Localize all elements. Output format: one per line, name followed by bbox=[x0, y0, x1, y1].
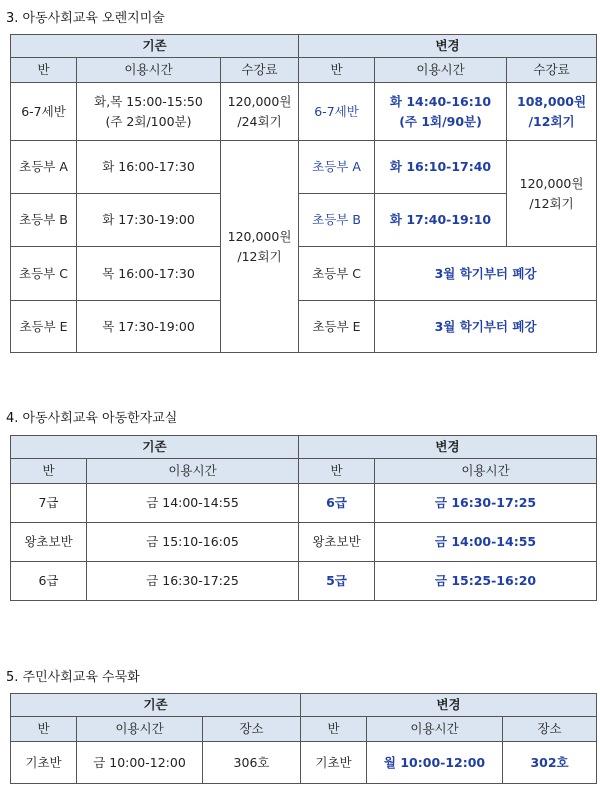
time-cell: 금 16:30-17:25 bbox=[87, 562, 299, 601]
group-header-before: 기존 bbox=[11, 35, 299, 58]
fee-amount: 120,000원 bbox=[227, 94, 292, 110]
fee-amount: 120,000원 bbox=[519, 176, 584, 192]
table-row bbox=[11, 141, 597, 194]
time-note: (주 2회/100분) bbox=[105, 113, 192, 129]
class-cell: 초등부 E bbox=[11, 301, 77, 353]
class-cell: 6급 bbox=[11, 562, 87, 601]
place-cell-changed: 302호 bbox=[503, 742, 597, 784]
class-cell-changed: 초등부 B bbox=[299, 194, 375, 247]
column-header: 반 bbox=[11, 58, 77, 83]
table-row bbox=[11, 523, 597, 562]
time-cell-changed: 월 10:00-12:00 bbox=[367, 742, 503, 784]
section-title: 3. 아동사회교육 오렌지미술 bbox=[6, 11, 165, 26]
table-row bbox=[11, 301, 597, 353]
group-header-before: 기존 bbox=[11, 694, 301, 717]
class-cell-changed: 초등부 A bbox=[299, 141, 375, 194]
closed-note-cell: 3월 학기부터 폐강 bbox=[375, 301, 597, 353]
class-cell-changed: 6-7세반 bbox=[299, 83, 375, 141]
place-cell: 306호 bbox=[203, 742, 301, 784]
time-cell: 금 10:00-12:00 bbox=[77, 742, 203, 784]
class-cell: 왕초보반 bbox=[11, 523, 87, 562]
class-cell-changed: 5급 bbox=[299, 562, 375, 601]
class-cell: 7급 bbox=[11, 484, 87, 523]
column-header: 반 bbox=[11, 459, 87, 484]
class-cell: 초등부 C bbox=[11, 247, 77, 301]
shared-fee-cell bbox=[507, 141, 597, 247]
group-header-after: 변경 bbox=[301, 694, 597, 717]
time-cell: 목 17:30-19:00 bbox=[77, 301, 221, 353]
fee-sessions: /24회기 bbox=[237, 113, 282, 129]
time-cell-changed bbox=[375, 83, 507, 141]
table-row bbox=[11, 484, 597, 523]
time-cell-changed: 금 15:25-16:20 bbox=[375, 562, 597, 601]
time-cell: 화 16:00-17:30 bbox=[77, 141, 221, 194]
class-cell: 기초반 bbox=[11, 742, 77, 784]
fee-sessions: /12회기 bbox=[237, 248, 282, 264]
group-header-after: 변경 bbox=[299, 436, 597, 459]
class-cell: 왕초보반 bbox=[299, 523, 375, 562]
column-header: 이용시간 bbox=[375, 58, 507, 83]
time-cell-changed: 화 16:10-17:40 bbox=[375, 141, 507, 194]
time-cell: 금 15:10-16:05 bbox=[87, 523, 299, 562]
column-header: 반 bbox=[299, 58, 375, 83]
time-cell bbox=[77, 83, 221, 141]
class-cell: 기초반 bbox=[301, 742, 367, 784]
class-cell-changed: 6급 bbox=[299, 484, 375, 523]
time-cell: 금 14:00-14:55 bbox=[87, 484, 299, 523]
column-header: 이용시간 bbox=[367, 717, 503, 742]
class-cell: 초등부 C bbox=[299, 247, 375, 301]
orange-art-table bbox=[10, 34, 597, 353]
class-cell: 초등부 E bbox=[299, 301, 375, 353]
time-note: (주 1회/90분) bbox=[399, 113, 482, 129]
time-cell: 목 16:00-17:30 bbox=[77, 247, 221, 301]
fee-amount: 108,000원 bbox=[517, 94, 587, 110]
class-cell: 초등부 A bbox=[11, 141, 77, 194]
column-header: 장소 bbox=[203, 717, 301, 742]
fee-cell-changed bbox=[507, 83, 597, 141]
column-header: 반 bbox=[11, 717, 77, 742]
closed-note-cell: 3월 학기부터 폐강 bbox=[375, 247, 597, 301]
time-cell: 화 17:30-19:00 bbox=[77, 194, 221, 247]
fee-sessions: /12회기 bbox=[529, 195, 574, 211]
column-header: 이용시간 bbox=[87, 459, 299, 484]
table-row bbox=[11, 562, 597, 601]
table-row bbox=[11, 83, 597, 141]
class-cell: 초등부 B bbox=[11, 194, 77, 247]
class-cell: 6-7세반 bbox=[11, 83, 77, 141]
table-row bbox=[11, 742, 597, 784]
column-header: 수강료 bbox=[221, 58, 299, 83]
time-cell-changed: 화 17:40-19:10 bbox=[375, 194, 507, 247]
column-header: 반 bbox=[301, 717, 367, 742]
time-cell-changed: 금 14:00-14:55 bbox=[375, 523, 597, 562]
time-line: 화 14:40-16:10 bbox=[389, 94, 492, 110]
table-row bbox=[11, 247, 597, 301]
column-header: 반 bbox=[299, 459, 375, 484]
column-header: 장소 bbox=[503, 717, 597, 742]
column-header: 이용시간 bbox=[375, 459, 597, 484]
ink-painting-table bbox=[10, 693, 597, 784]
section-title: 5. 주민사회교육 수묵화 bbox=[6, 670, 140, 685]
shared-fee-cell bbox=[221, 141, 299, 353]
column-header: 수강료 bbox=[507, 58, 597, 83]
hanja-class-table bbox=[10, 435, 597, 601]
section-title: 4. 아동사회교육 아동한자교실 bbox=[6, 411, 178, 426]
time-cell-changed: 금 16:30-17:25 bbox=[375, 484, 597, 523]
group-header-before: 기존 bbox=[11, 436, 299, 459]
time-line: 화,목 15:00-15:50 bbox=[94, 94, 203, 110]
fee-sessions: /12회기 bbox=[528, 113, 575, 129]
group-header-after: 변경 bbox=[299, 35, 597, 58]
fee-amount: 120,000원 bbox=[227, 229, 292, 245]
column-header: 이용시간 bbox=[77, 58, 221, 83]
fee-cell bbox=[221, 83, 299, 141]
column-header: 이용시간 bbox=[77, 717, 203, 742]
